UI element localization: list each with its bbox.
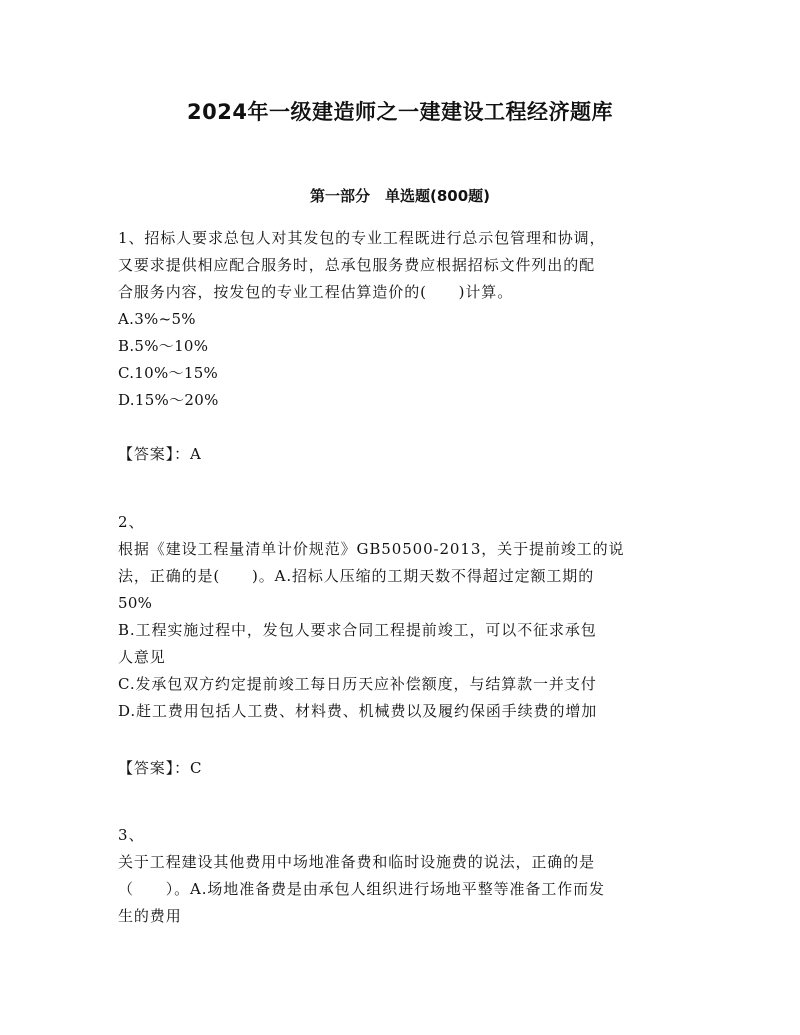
q1-option-d: D.15%～20% (118, 391, 219, 409)
q2-option-c: C.发承包双方约定提前竣工每日历天应补偿额度，与结算款一并支付 (118, 675, 597, 693)
q3-stem-line-2: （ ）。A.场地准备费是由承包人组织进行场地平整等准备工作而发 (118, 880, 605, 898)
q1-option-a: A.3%~5% (118, 310, 196, 328)
section-heading: 第一部分 单选题(800题) (309, 187, 491, 205)
q2-option-d: D.赶工费用包括人工费、材料费、机械费以及履约保函手续费的增加 (118, 702, 598, 720)
q2-option-b-line-2: 人意见 (118, 648, 166, 666)
q1-answer: 【答案】：A (118, 445, 202, 463)
q1-option-c: C.10%～15% (118, 364, 219, 382)
q3-stem-line-1: 关于工程建设其他费用中场地准备费和临时设施费的说法，正确的是 (118, 853, 596, 871)
q2-stem-line-3: 50% (118, 594, 153, 612)
q2-stem-line-1: 根据《建设工程量清单计价规范》GB50500-2013，关于提前竣工的说 (118, 540, 625, 558)
q2-answer: 【答案】：C (118, 759, 203, 777)
q3-stem-line-3: 生的费用 (118, 907, 182, 925)
q3-number: 3、 (118, 826, 145, 844)
q2-option-b-line-1: B.工程实施过程中，发包人要求合同工程提前竣工，可以不征求承包 (118, 621, 597, 639)
document-title: 2024年一级建造师之一建建设工程经济题库 (187, 100, 613, 124)
q2-number: 2、 (118, 513, 145, 531)
q2-stem-line-2: 法，正确的是( )。A.招标人压缩的工期天数不得超过定额工期的 (118, 567, 595, 585)
q1-stem-line-1: 1、招标人要求总包人对其发包的专业工程既进行总示包管理和协调， (118, 229, 606, 247)
q1-option-b: B.5%～10% (118, 337, 209, 355)
q1-stem-line-2: 又要求提供相应配合服务时，总承包服务费应根据招标文件列出的配 (118, 256, 596, 274)
q1-stem-line-3: 合服务内容，按发包的专业工程估算造价的( )计算。 (118, 283, 514, 301)
